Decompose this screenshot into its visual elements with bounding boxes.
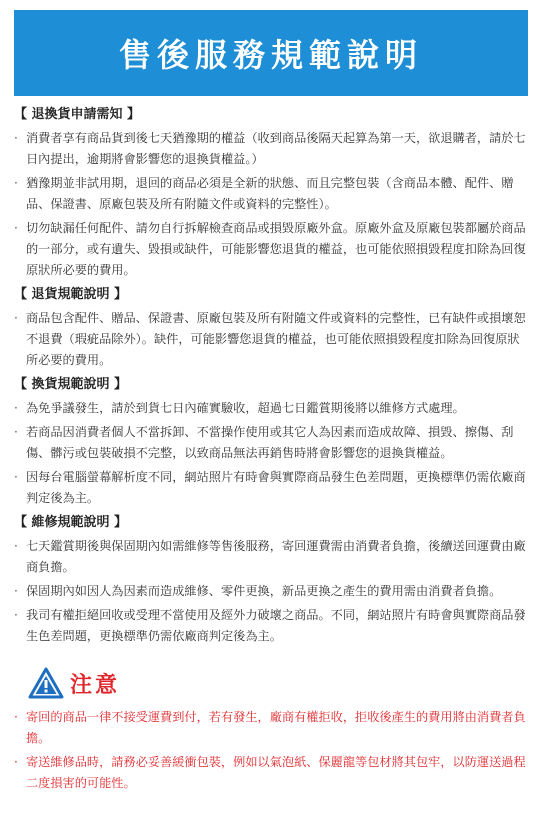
section-title: 【 換貨規範說明 】 bbox=[14, 377, 128, 392]
list-item: · 因每台電腦螢幕解析度不同，網站照片有時會與實際商品發生色差問題，更換標準仍需依廠商判定後為主。 bbox=[14, 470, 526, 505]
list-item: · 寄送維修品時，請務必妥善緩衝包裝，例如以氣泡紙、保麗龍等包材將其包牢，以防運送過程二度損害的可能性。 bbox=[14, 755, 526, 790]
list-item: · 寄回的商品一律不接受運費到付，若有發生，廠商有權拒收，拒收後產生的費用將由消費者負擔。 bbox=[14, 710, 526, 745]
section-title: 【 退貨規範說明 】 bbox=[14, 287, 128, 302]
warning-icon bbox=[28, 667, 64, 699]
notice-title: 注意 bbox=[70, 672, 121, 698]
list-item: · 商品包含配件、贈品、保證書、原廠包裝及所有附隨文件或資料的完整性，已有缺件或損壞恕不退費（瑕疵品除外）。缺件，可能影響您退貨的權益，也可能依照損毀程度扣除為回復原狀所必要的費用。 bbox=[14, 311, 526, 367]
list-item: · 切勿缺漏任何配件、請勿自行拆解檢查商品或損毀原廠外盒。原廠外盒及原廠包裝都屬於商品的一部分，或有遺失、毀損或缺件，可能影響您退貨的權益，也可能依照損毀程度扣除為回復原狀所必要的費用。 bbox=[14, 221, 526, 277]
section-repair-policy bbox=[14, 512, 528, 647]
page-title: 售後服務規範說明 bbox=[118, 36, 423, 74]
list-item: · 七天鑑賞期後與保固期內如需維修等售後服務，寄回運費需由消費者負擔，後續送回運費由廠商負擔。 bbox=[14, 539, 526, 574]
notice-section bbox=[14, 663, 528, 794]
title-banner bbox=[14, 10, 528, 96]
section-exchange-policy bbox=[14, 374, 528, 509]
section-title: 【 退換貨申請需知 】 bbox=[14, 107, 141, 122]
list-item: · 消費者享有商品貨到後七天猶豫期的權益（收到商品後隔天起算為第一天，欲退購者，請於七日內提出，逾期將會影響您的退換貨權益。） bbox=[14, 131, 526, 166]
policy-content bbox=[14, 104, 528, 797]
notice-header bbox=[28, 663, 528, 703]
list-item: · 我司有權拒絕回收或受理不當使用及經外力破壞之商品。不同，網站照片有時會與實際商品發生色差問題，更換標準仍需依廠商判定後為主。 bbox=[14, 608, 526, 643]
list-item: · 為免爭議發生，請於到貨七日內確實驗收，超過七日鑑賞期後將以維修方式處理。 bbox=[14, 401, 465, 415]
list-item: · 保固期內如因人為因素而造成維修、零件更換，新品更換之產生的費用需由消費者負擔。 bbox=[14, 584, 502, 598]
section-return-policy bbox=[14, 284, 528, 371]
list-item: · 若商品因消費者個人不當拆卸、不當操作使用或其它人為因素而造成故障、損毀、擦傷、刮傷、髒污或包裝破損不完整，以致商品無法再銷售時將會影響您的退換貨權益。 bbox=[14, 425, 514, 460]
list-item: · 猶豫期並非試用期，退回的商品必須是全新的狀態、而且完整包裝（含商品本體、配件、贈品、保證書、原廠包裝及所有附隨文件或資料的完整性）。 bbox=[14, 176, 514, 211]
section-title: 【 維修規範說明 】 bbox=[14, 515, 128, 530]
section-return-exchange-notice bbox=[14, 104, 528, 281]
